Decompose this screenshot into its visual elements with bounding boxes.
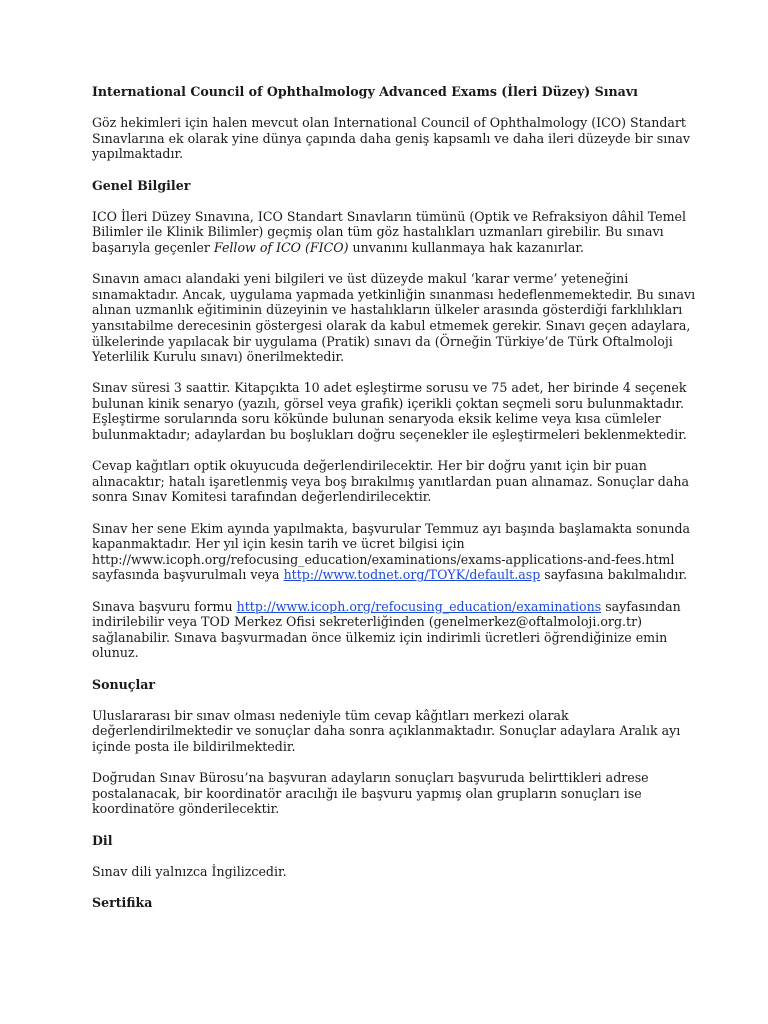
text-line: Doğrudan Sınav Bürosu’na başvuran adayların sonuçları başvuruda belirttikleri adrese: [92, 770, 649, 786]
text-line: alınacaktır; hatalı işaretlenmiş veya boş bırakılmış yanıtlardan puan alınamaz. Sonuçlar daha: [92, 473, 689, 489]
text-line: ülkelerinde yapılacak bir uygulama (Pratik) sınavı da (Örneğin Türkiye’de Türk Oftalmoloji: [92, 333, 673, 349]
text-line: alınan uzmanlık eğitiminin düzeyinin ve hastalıkların ülkeler arasında gösterdiği farklılıkları: [92, 302, 683, 318]
intro-paragraph: [92, 115, 692, 162]
text-line: indirilebilir veya TOD Merkez Ofisi sekreterliğinden (genelmerkez@oftalmoloji.org.tr): [92, 614, 643, 630]
document-page: [92, 84, 696, 910]
text-line: Yeterlilik Kurulu sınavı) önerilmektedir.: [92, 349, 345, 365]
genel-paragraph-3: [92, 380, 692, 442]
text-line: yansıtabilme derecesinin göstergesi olarak da kabul etmemek gerekir. Sınavı geçen adaylara,: [92, 317, 691, 333]
text-line: sağlanabilir. Sınava başvurmadan önce ülkemiz için indirimli ücretleri öğrendiğinize emin: [92, 629, 668, 645]
text-fragment: sayfasından: [601, 598, 681, 614]
text-line: Cevap kağıtları optik okuyucuda değerlendirilecektir. Her bir doğru yanıt için bir puan: [92, 458, 647, 474]
section-heading-dil: Dil: [92, 832, 113, 848]
todnet-link[interactable]: http://www.todnet.org/TOYK/default.asp: [283, 567, 541, 583]
section-heading-sonuclar: Sonuçlar: [92, 676, 156, 692]
document-title: International Council of Ophthalmology Advanced Exams (İleri Düzey) Sınavı: [92, 84, 638, 99]
genel-paragraph-6: [92, 599, 692, 661]
text-line: değerlendirilmektedir ve sonuçlar daha sonra açıklanmaktadır. Sonuçlar adaylara Aralık ayı: [92, 723, 681, 739]
text-fragment: unvanını kullanmaya hak kazanırlar.: [348, 239, 584, 255]
text-fragment: sayfasında başvurulmalı veya: [92, 567, 284, 583]
genel-paragraph-4: [92, 458, 692, 505]
sonuclar-paragraph-1: [92, 708, 692, 755]
text-fragment: başarıyla geçenler: [92, 239, 214, 255]
text-line: sonra Sınav Komitesi tarafından değerlendirilecektir.: [92, 489, 432, 505]
text-line: [92, 240, 692, 256]
text-line: kapanmaktadır. Her yıl için kesin tarih ve ücret bilgisi için: [92, 536, 465, 552]
text-line: içinde posta ile bildirilmektedir.: [92, 738, 296, 754]
text-line: Sınavın amacı alandaki yeni bilgileri ve üst düzeyde makul ‘karar verme’ yeteneğini: [92, 271, 629, 287]
text-line: bulunan kinik senaryo (yazılı, görsel veya grafik) içerikli çoktan seçmeli soru bulunmaktadır.: [92, 395, 684, 411]
genel-paragraph-5: [92, 521, 692, 583]
section-heading-sertifika: Sertifika: [92, 894, 153, 910]
text-line: Göz hekimleri için halen mevcut olan International Council of Ophthalmology (ICO) Standart: [92, 115, 686, 131]
fico-title: Fellow of ICO (FICO): [213, 239, 349, 255]
text-line: yapılmaktadır.: [92, 146, 184, 162]
icoph-examinations-link[interactable]: http://www.icoph.org/refocusing_education/examinations: [236, 598, 602, 614]
genel-paragraph-2: [92, 271, 696, 365]
text-line: ICO İleri Düzey Sınavına, ICO Standart Sınavların tümünü (Optik ve Refraksiyon dâhil Temel: [92, 208, 687, 224]
text-line: olunuz.: [92, 645, 139, 661]
text-line: postalanacak, bir koordinatör aracılığı ile başvuru yapmış olan grupların sonuçları ise: [92, 785, 642, 801]
text-line: Uluslararası bir sınav olması nedeniyle tüm cevap kâğıtları merkezi olarak: [92, 707, 569, 723]
text-line: [92, 567, 692, 583]
text-line: bulunmaktadır; adaylardan bu boşlukları doğru seçenekler ile eşleştirmeleri beklenmektedir.: [92, 427, 687, 443]
section-heading-genel-bilgiler: Genel Bilgiler: [92, 177, 191, 193]
text-line: koordinatöre gönderilecektir.: [92, 801, 280, 817]
genel-paragraph-1: [92, 209, 692, 256]
plain-url-line: http://www.icoph.org/refocusing_education/examinations/exams-applications-and-fees.html: [92, 551, 675, 567]
text-fragment: sayfasına bakılmalıdır.: [540, 567, 688, 583]
text-line: Sınav her sene Ekim ayında yapılmakta, başvurular Temmuz ayı başında başlamakta sonunda: [92, 520, 691, 536]
dil-paragraph: Sınav dili yalnızca İngilizcedir.: [92, 863, 287, 879]
text-line: Sınavlarına ek olarak yine dünya çapında daha geniş kapsamlı ve daha ileri düzeyde bir sınav: [92, 130, 690, 146]
sonuclar-paragraph-2: [92, 770, 692, 817]
text-line: Eşleştirme sorularında soru kökünde bulunan senaryoda eksik kelime veya kısa cümleler: [92, 411, 661, 427]
text-line: Bilimler ile Klinik Bilimler) geçmiş olan tüm göz hastalıkları uzmanları girebilir. Bu sınavı: [92, 224, 664, 240]
text-fragment: Sınava başvuru formu: [92, 598, 237, 614]
text-line: [92, 599, 692, 615]
text-line: sınamaktadır. Ancak, uygulama yapmada yetkinliğin sınanması hedeflenmemektedir. Bu sınavı: [92, 286, 696, 302]
text-line: Sınav süresi 3 saattir. Kitapçıkta 10 adet eşleştirme sorusu ve 75 adet, her birinde 4 seçenek: [92, 380, 687, 396]
